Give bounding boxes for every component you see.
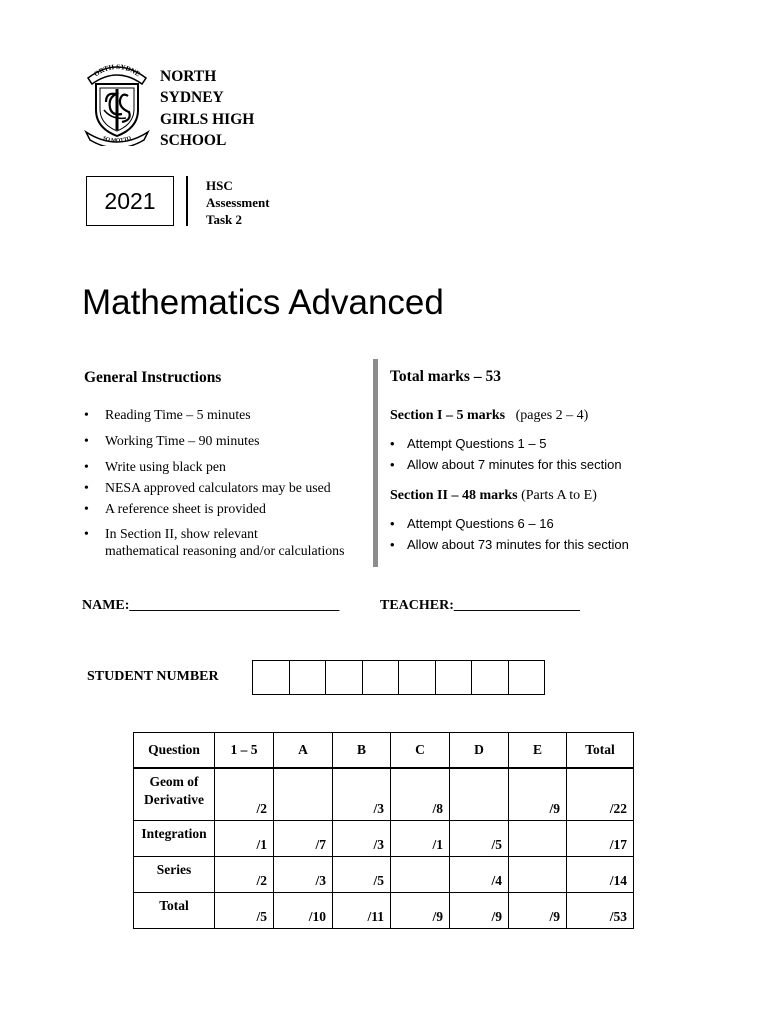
row-label-line: Integration	[141, 825, 207, 841]
student-number-box[interactable]	[471, 660, 509, 695]
mark-cell: /11	[333, 892, 391, 928]
column-header: Question	[134, 733, 215, 769]
school-name	[160, 66, 254, 151]
section-detail: (Parts A to E)	[521, 488, 597, 503]
bullet-icon: •	[84, 501, 89, 516]
instruction-text: A reference sheet is provided	[105, 501, 266, 516]
section-2-heading	[390, 488, 597, 504]
instruction-text: In Section II, show relevant	[105, 526, 258, 541]
table-row	[134, 820, 634, 856]
instruction-text: NESA approved calculators may be used	[105, 480, 331, 495]
school-name-line: SYDNEY	[160, 89, 224, 107]
school-name-line: NORTH	[160, 68, 217, 85]
bullet-icon: •	[390, 457, 395, 472]
section-heading-text: Section II – 48 marks	[390, 488, 518, 503]
school-crest-logo	[82, 62, 152, 146]
section-item-text: Attempt Questions 6 – 16	[407, 516, 554, 531]
column-header: Total	[567, 733, 634, 769]
mark-cell: /7	[274, 820, 333, 856]
table-row	[134, 892, 634, 928]
student-number-label: STUDENT NUMBER	[87, 669, 219, 684]
student-number-box[interactable]	[508, 660, 546, 695]
column-header: B	[333, 733, 391, 769]
student-number-box[interactable]	[398, 660, 436, 695]
row-label-line: Series	[156, 861, 192, 877]
school-name-line: GIRLS HIGH	[160, 110, 255, 128]
mark-cell	[391, 856, 450, 892]
mark-cell: /22	[567, 768, 634, 820]
instruction-text: mathematical reasoning and/or calculations	[105, 543, 345, 558]
mark-cell: /2	[215, 768, 274, 820]
bullet-icon: •	[84, 459, 89, 474]
general-instructions-heading: General Instructions	[84, 369, 222, 386]
mark-cell: /5	[333, 856, 391, 892]
mark-cell: /53	[567, 892, 634, 928]
mark-cell: /1	[215, 820, 274, 856]
section-detail: (pages 2 – 4)	[515, 408, 589, 423]
bullet-icon: •	[84, 433, 89, 448]
bullet-icon: •	[390, 516, 395, 531]
mark-cell	[450, 768, 509, 820]
bullet-icon: •	[390, 436, 395, 451]
column-header: A	[274, 733, 333, 769]
school-name-line: SCHOOL	[160, 131, 227, 149]
mark-cell: /9	[391, 892, 450, 928]
column-header: C	[391, 733, 450, 769]
table-row	[134, 768, 634, 820]
section-item-text: Attempt Questions 1 – 5	[407, 436, 547, 451]
instruction-text: Reading Time – 5 minutes	[105, 407, 251, 422]
page-title: Mathematics Advanced	[82, 283, 444, 322]
student-number-box[interactable]	[362, 660, 400, 695]
task-label	[206, 177, 270, 228]
total-marks-heading: Total marks – 53	[390, 368, 501, 385]
row-label	[134, 768, 215, 820]
student-number-box[interactable]	[325, 660, 363, 695]
mark-cell: /3	[333, 820, 391, 856]
teacher-field[interactable]: TEACHER:__________________	[380, 598, 580, 613]
task-line: HSC	[206, 178, 233, 193]
mark-cell: /3	[333, 768, 391, 820]
instruction-text: Working Time – 90 minutes	[105, 433, 260, 448]
header-divider	[186, 176, 188, 226]
mark-cell: /9	[509, 768, 567, 820]
student-number-box[interactable]	[289, 660, 327, 695]
row-label	[134, 892, 215, 928]
section-item-text: Allow about 73 minutes for this section	[407, 537, 629, 552]
logo-text-bottom: SO MOTTO	[101, 135, 133, 145]
row-label-line: Geom of	[149, 774, 199, 789]
mark-cell: /5	[450, 820, 509, 856]
mark-cell	[509, 820, 567, 856]
name-field[interactable]: NAME:______________________________	[82, 598, 340, 613]
mark-cell: /9	[509, 892, 567, 928]
logo-text-top: ORTH SYDNE	[92, 62, 142, 79]
mark-cell: /17	[567, 820, 634, 856]
mark-cell: /5	[215, 892, 274, 928]
section-1-heading	[390, 408, 588, 424]
section-item-text: Allow about 7 minutes for this section	[407, 457, 622, 472]
table-row	[134, 856, 634, 892]
task-line: Task 2	[206, 212, 243, 227]
bullet-icon: •	[84, 480, 89, 495]
mark-cell: /4	[450, 856, 509, 892]
row-label-line: Total	[159, 897, 189, 913]
row-label-line: Derivative	[144, 792, 204, 807]
marks-table	[133, 732, 634, 929]
year-box: 2021	[86, 176, 174, 226]
mark-cell	[509, 856, 567, 892]
column-divider	[373, 359, 378, 567]
mark-cell: /14	[567, 856, 634, 892]
bullet-icon: •	[390, 537, 395, 552]
mark-cell: /3	[274, 856, 333, 892]
student-number-box[interactable]	[252, 660, 290, 695]
mark-cell: /1	[391, 820, 450, 856]
mark-cell: /9	[450, 892, 509, 928]
section-heading-text: Section I – 5 marks	[390, 408, 506, 423]
mark-cell: /10	[274, 892, 333, 928]
student-number-box[interactable]	[435, 660, 473, 695]
row-label	[134, 820, 215, 856]
column-header: E	[509, 733, 567, 769]
instruction-text: Write using black pen	[105, 459, 226, 474]
bullet-icon: •	[84, 407, 89, 422]
mark-cell	[274, 768, 333, 820]
mark-cell: /8	[391, 768, 450, 820]
column-header: D	[450, 733, 509, 769]
mark-cell: /2	[215, 856, 274, 892]
table-header-row	[134, 733, 634, 769]
student-number-boxes	[252, 660, 545, 695]
bullet-icon: •	[84, 526, 89, 541]
column-header: 1 – 5	[215, 733, 274, 769]
task-line: Assessment	[206, 195, 270, 210]
row-label	[134, 856, 215, 892]
